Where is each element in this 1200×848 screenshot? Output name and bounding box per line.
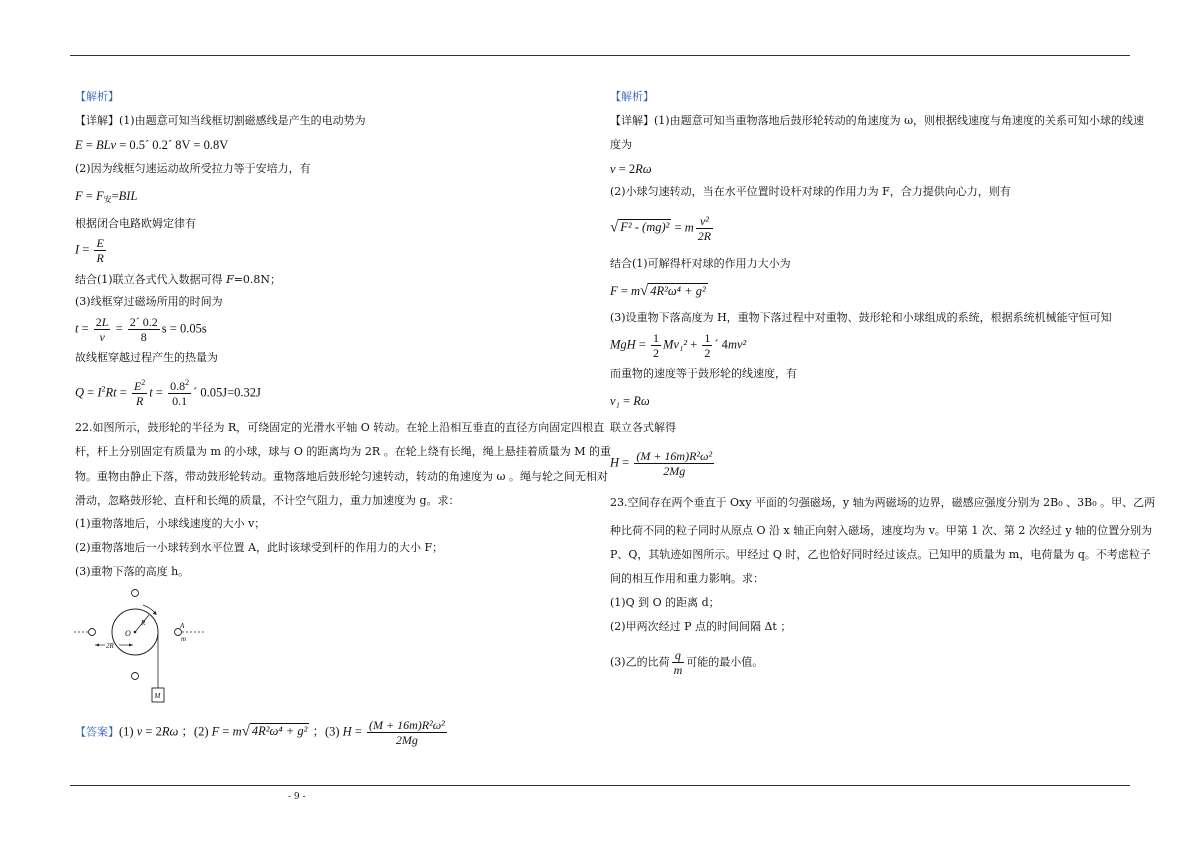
time-equation: t = $\frac{2L}{v}$ = $\frac{2´ 0.2}{8}$ s = 0.05s	[75, 315, 207, 344]
label-mass: M	[154, 692, 161, 700]
q23-part-1: (1)Q 到 O 的距离 d；	[610, 596, 720, 609]
header-rule	[70, 55, 1130, 56]
left-p2: (2)因为线框匀速运动故所受拉力等于安培力，有	[75, 162, 311, 175]
right-p3: 结合(1)可解得杆对球的作用力大小为	[610, 257, 791, 270]
right-p6: 联立各式解得	[610, 421, 676, 434]
q23-part-3: (3)乙的比荷 $\frac{q}{m}$ 可能的最小值。	[610, 648, 764, 677]
left-p3: 根据闭合电路欧姆定律有	[75, 217, 196, 230]
emf-equation: E = BLv = 0.5´ 0.2´ 8V = 0.8V	[75, 138, 229, 152]
q22-line-3: 物。重物由静止下落，带动鼓形轮转动。重物落地后鼓形轮匀速转动，转动的角速度为 ω 。绳与轮之间无相对	[75, 470, 608, 483]
answer-line: 【答案】(1) v = 2Rω ；(2) F = m√ 4R²ω⁴ + g² ；(3) H = $\frac{\text{(M + 16m)R²ω²}}{2Mg}$	[75, 718, 445, 747]
centripetal-equation: √ F² - (mg)² = m $\frac{\text{v²}}{2R}$	[610, 214, 712, 243]
q23-line-4: 间的相互作用和重力影响。求：	[610, 572, 764, 585]
left-p4: 结合(1)联立各式代入数据可得 F=0.8N；	[75, 273, 282, 286]
two-r-arrow-right	[129, 644, 133, 647]
v1-equation: v₁ = Rω	[610, 394, 650, 408]
label-2r: 2R	[106, 642, 114, 650]
footer-rule	[70, 785, 1130, 786]
q22-part-2: (2)重物落地后一小球转到水平位置 A，此时该球受到杆的作用力的大小 F；	[75, 541, 444, 554]
ball-bottom	[132, 673, 139, 680]
q23-line-3: P、Q，其轨迹如图所示。甲经过 Q 时，乙也恰好同时经过该点。已知甲的质量为 m，电荷量为 q。不考虑粒子	[610, 548, 1151, 561]
velocity-equation: v = 2Rω	[610, 162, 652, 176]
q22-line-1: 22.如图所示，鼓形轮的半径为 R，可绕固定的光滑水平轴 O 转动。在轮上沿相互垂直的直径方向固定四根直	[75, 421, 605, 434]
answer-tag: 【答案】	[75, 726, 119, 739]
left-p1: (1)由题意可知当线框切割磁感线是产生的电动势为	[119, 114, 366, 127]
right-p5: 而重物的速度等于鼓形轮的线速度，有	[610, 367, 797, 380]
ball-left	[89, 629, 96, 636]
left-detail-tag: 【详解】	[75, 114, 119, 127]
height-equation: H = $\frac{\text{(M + 16m)R²ω²}}{2Mg}$	[610, 449, 713, 478]
energy-equation: MgH = $\frac{1}{2}$ Mv₁² + $\frac{1}{2}$ ´ 4mv²	[610, 331, 747, 360]
left-p5: (3)线框穿过磁场所用的时间为	[75, 295, 223, 308]
q23-line-2: 种比荷不同的粒子同时从原点 O 沿 x 轴正向射入磁场，速度均为 v。甲第 1 次、第 2 次经过 y 轴的位置分别为	[610, 524, 1153, 537]
q22-part-1: (1)重物落地后，小球线速度的大小 v；	[75, 517, 266, 530]
left-p6: 故线框穿越过程产生的热量为	[75, 351, 218, 364]
current-fraction: $\frac{E}{R}$	[96, 236, 104, 265]
heat-equation: $Q = I^2Rt$ = $\frac{E^2}{R}$ t = $\frac{0.8^2}{0.1}$ ´ 0.05J=0.32J	[75, 378, 261, 408]
page-number: - 9 -	[288, 792, 306, 802]
drum-wheel-figure	[68, 585, 218, 707]
rod-force-equation: F = m√ 4R²ω⁴ + g²	[610, 283, 706, 299]
right-p2: (2)小球匀速转动，当在水平位置时设杆对球的作用力为 F，合力提供向心力，则有	[610, 185, 1011, 198]
label-r: R	[141, 619, 146, 627]
left-analysis-tag: 【解析】	[75, 90, 119, 103]
q22-line-2: 杆，杆上分别固定有质量为 m 的小球，球与 O 的距离均为 2R 。在轮上绕有长绳，绳上悬挂着质量为 M 的重	[75, 445, 611, 458]
label-o: O	[125, 629, 131, 638]
q23-part-2: (2)甲两次经过 P 点的时间间隔 Δt ；	[610, 620, 792, 633]
label-m: m	[181, 635, 187, 643]
label-a: A	[180, 622, 185, 630]
q22-part-3: (3)重物下落的高度 h。	[75, 565, 190, 578]
force-equation: $F = F_安=BIL$	[75, 189, 138, 204]
q23-line-1: 23.空间存在两个垂直于 Oxy 平面的匀强磁场，y 轴为两磁场的边界，磁感应强度分别为 2B₀ 、3B₀ 。甲、乙两	[610, 496, 1156, 509]
right-p4: (3)设重物下落高度为 H，重物下落过程中对重物、鼓形轮和小球组成的系统，根据系统机械能守恒可知	[610, 311, 1112, 324]
ball-top	[132, 590, 139, 597]
right-analysis-tag: 【解析】	[610, 90, 654, 103]
q22-line-4: 滑动，忽略鼓形轮、直杆和长绳的质量，不计空气阻力，重力加速度为 g。求：	[75, 494, 460, 507]
left-detail-line-1	[75, 114, 366, 128]
right-detail-line-1: 【详解】(1)由题意可知当重物落地后鼓形轮转动的角速度为 ω，则根据线速度与角速度的关系可知小球的线速	[610, 114, 1145, 127]
right-detail-tag: 【详解】	[610, 114, 654, 127]
right-detail-line-2: 度为	[610, 138, 632, 151]
current-equation: I = $\frac{E}{R}$	[75, 236, 104, 265]
two-r-arrow-left	[95, 644, 99, 647]
